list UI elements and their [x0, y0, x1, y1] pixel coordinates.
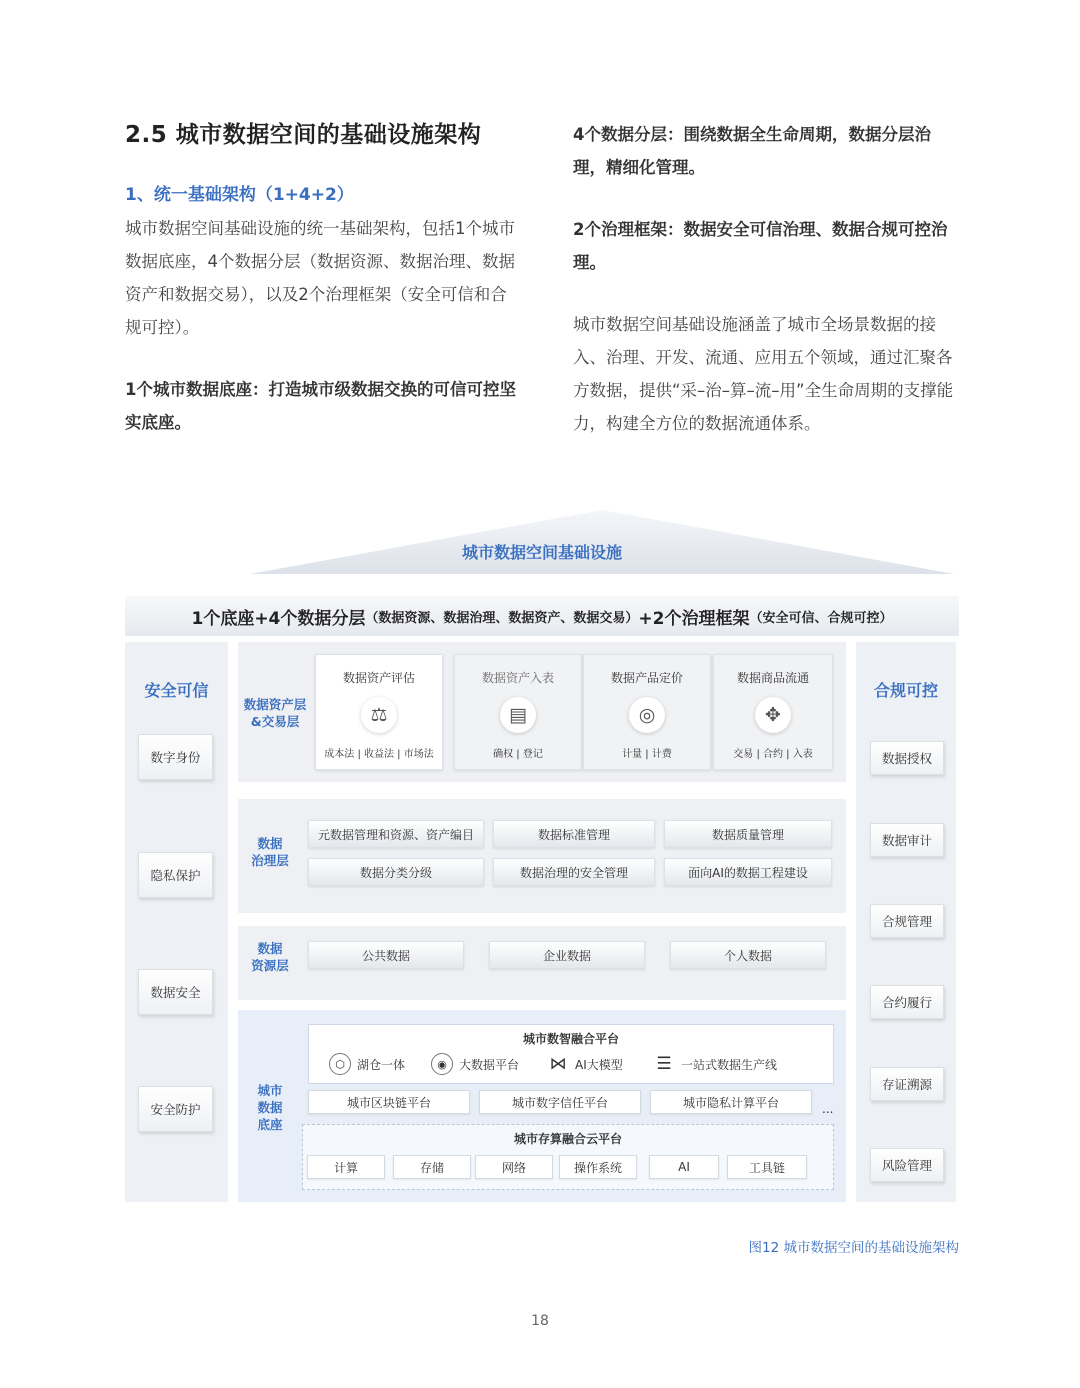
asset-card	[454, 654, 582, 770]
security-trust-pillar	[125, 642, 228, 1202]
cloud-platform	[302, 1124, 834, 1190]
fusion-item-label: AI大模型	[575, 1057, 623, 1072]
cloud-item: 工具链	[727, 1155, 807, 1179]
pillar-item: 存证溯源	[870, 1067, 944, 1101]
banner-main-2: +2个治理框架	[638, 608, 750, 629]
asset-card	[713, 654, 833, 770]
architecture-banner	[125, 596, 959, 636]
pillar-item: 数字身份	[138, 734, 213, 780]
fusion-platform-title: 城市数智融合平台	[522, 1032, 619, 1046]
governance-item: 数据质量管理	[664, 820, 832, 848]
pillar-item: 数据审计	[870, 823, 944, 857]
pillar-item: 合约履行	[870, 985, 944, 1019]
asset-card	[583, 654, 711, 770]
platform-item: 城市区块链平台	[308, 1090, 470, 1114]
resource-item: 个人数据	[670, 941, 826, 969]
fusion-platform	[308, 1024, 834, 1084]
layer-label: 城市 数据 底座	[257, 1083, 283, 1132]
left-bold-paragraph: 1个城市数据底座：打造城市级数据交换的可信可控坚实底座。	[125, 380, 516, 432]
resource-item: 企业数据	[489, 941, 645, 969]
banner-small-1: （数据资源、数据治理、数据资产、数据交易）	[365, 610, 639, 626]
pillar-item: 安全防护	[138, 1086, 213, 1132]
governance-item: 元数据管理和资源、资产编目	[308, 820, 484, 848]
fusion-item	[547, 1053, 623, 1075]
stack-icon: ☰	[653, 1053, 675, 1075]
left-column	[125, 118, 520, 439]
exchange-arrows-icon: ✥	[755, 697, 791, 733]
right-bold-paragraph-2: 2个治理框架：数据安全可信治理、数据合规可控治理。	[573, 220, 948, 272]
left-paragraph: 城市数据空间基础设施的统一基础架构，包括1个城市数据底座，4个数据分层（数据资源、数据治理、数据资产和数据交易），以及2个治理框架（安全可信和合规可控）。	[125, 219, 515, 337]
asset-card	[315, 654, 443, 770]
cloud-item: 操作系统	[559, 1155, 637, 1179]
card-title: 数据资产入表	[481, 671, 554, 685]
asset-transaction-layer	[238, 642, 846, 782]
right-paragraph: 城市数据空间基础设施涵盖了城市全场景数据的接入、治理、开发、流通、应用五个领域，通过汇聚各方数据，提供“采–治–算–流–用”全生命周期的支撑能力，构建全方位的数据流通体系。	[573, 315, 954, 433]
cloud-item: 计算	[307, 1155, 385, 1179]
platform-item: 城市数字信任平台	[479, 1090, 641, 1114]
platform-item: 城市隐私计算平台	[650, 1090, 812, 1114]
banner-main-1: 1个底座+4个数据分层	[191, 608, 366, 629]
fusion-item-label: 大数据平台	[459, 1057, 520, 1072]
fusion-item-label: 一站式数据生产线	[681, 1057, 778, 1072]
lakehouse-icon: ⬡	[329, 1053, 351, 1075]
governance-item: 面向AI的数据工程建设	[664, 858, 832, 886]
layer-label: 数据资产层 &交易层	[243, 697, 307, 729]
compliance-control-pillar	[856, 642, 956, 1202]
right-bold-paragraph-1: 4个数据分层：围绕数据全生命周期，数据分层治理，精细化管理。	[573, 125, 931, 177]
city-data-base-layer	[238, 1010, 846, 1202]
page-number: 18	[531, 1313, 549, 1329]
cloud-item: 网络	[475, 1155, 553, 1179]
pillar-title: 合规可控	[873, 681, 938, 700]
banner-small-2: （安全可信、合规可控）	[749, 610, 893, 626]
pillar-item: 隐私保护	[138, 852, 213, 898]
pillar-item: 数据安全	[138, 969, 213, 1015]
governance-item: 数据标准管理	[493, 820, 655, 848]
resource-item: 公共数据	[308, 941, 464, 969]
pillar-item: 合规管理	[870, 904, 944, 938]
governance-layer	[238, 799, 846, 913]
document-icon: ▤	[500, 697, 536, 733]
governance-item: 数据分类分级	[308, 858, 484, 886]
resource-layer	[238, 926, 846, 1000]
layer-label: 数据 治理层	[251, 836, 289, 868]
right-column	[573, 118, 963, 440]
architecture-diagram	[125, 510, 959, 1202]
more-ellipsis: ...	[822, 1102, 834, 1116]
cloud-platform-title: 城市存算融合云平台	[513, 1132, 622, 1146]
subsection-title: 1、统一基础架构（1+4+2）	[125, 185, 354, 205]
cloud-item: 存储	[393, 1155, 471, 1179]
figure-caption: 图12 城市数据空间的基础设施架构	[748, 1240, 959, 1256]
fusion-item	[329, 1053, 405, 1075]
card-subtitle: 交易 | 合约 | 入表	[733, 749, 813, 760]
card-subtitle: 计量 | 计费	[622, 749, 672, 760]
fusion-item	[431, 1053, 519, 1075]
pillar-item: 数据授权	[870, 741, 944, 775]
card-subtitle: 确权 | 登记	[493, 749, 543, 760]
pillar-item: 风险管理	[870, 1148, 944, 1182]
roof-title: 城市数据空间基础设施	[461, 543, 622, 562]
card-title: 数据商品流通	[736, 671, 809, 685]
section-title: 2.5 城市数据空间的基础设施架构	[125, 122, 482, 148]
card-title: 数据产品定价	[610, 671, 683, 685]
card-title: 数据资产评估	[342, 671, 415, 685]
coins-icon: ◎	[629, 697, 665, 733]
cloud-item: AI	[649, 1155, 719, 1179]
layer-label: 数据 资源层	[251, 941, 289, 973]
card-subtitle: 成本法 | 收益法 | 市场法	[324, 749, 434, 760]
governance-item: 数据治理的安全管理	[493, 858, 655, 886]
pillar-title: 安全可信	[144, 681, 209, 700]
balance-scale-icon: ⚖	[361, 697, 397, 733]
fusion-item-label: 湖仓一体	[357, 1057, 406, 1072]
fusion-item	[653, 1053, 777, 1075]
database-icon: ◉	[431, 1053, 453, 1075]
ai-model-icon: ⋈	[547, 1053, 569, 1075]
